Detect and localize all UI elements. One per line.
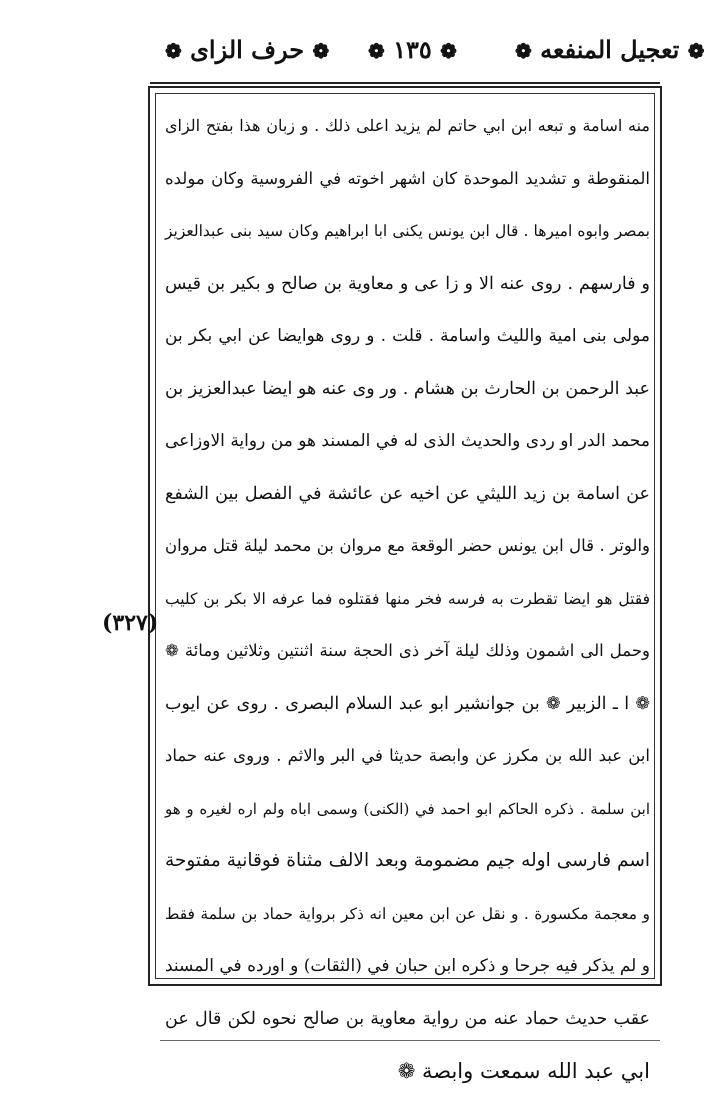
- text-line: مولى بنى امية والليث واسامة . قلت . و روى هوايضا عن ابي بكر بن: [165, 326, 650, 346]
- ornament-icon: ❁: [515, 39, 532, 63]
- text-line: عقب حديث حماد عنه من رواية معاوية بن صالح نحوه لكن قال عن: [165, 1008, 650, 1029]
- text-line: ❁ ا ـ الزبير ❁ بن جوانشير ابو عبد السلام البصرى . روى عن ايوب: [165, 693, 650, 714]
- text-line: اسم فارسى اوله جيم مضمومة وبعد الالف مثناة فوقانية مفتوحة: [165, 850, 650, 871]
- page-number: [368, 36, 457, 65]
- text-line: و فارسهم . روى عنه الا و زا عى و معاوية بن صالح و بكير بن قيس: [165, 273, 650, 294]
- text-line: ابي عبد الله سمعت وابصة ❁: [397, 1059, 650, 1083]
- section-title-text: حرف الزاى: [190, 35, 305, 64]
- bottom-rule: [160, 1040, 660, 1041]
- text-line: و لم يذكر فيه جرحا و ذكره ابن حبان في (الثقات) و اورده في المسند: [165, 956, 650, 976]
- entry-number: (٣٢٧): [102, 610, 159, 636]
- header-rule: [150, 82, 660, 84]
- ornament-icon: ❁: [312, 39, 330, 63]
- page-number-text: ١٣٥: [393, 35, 432, 64]
- text-line: عبد الرحمن بن الحارث بن هشام . ور وى عنه هو ايضا عبدالعزيز بن: [165, 378, 650, 399]
- ornament-icon: ❁: [440, 39, 457, 63]
- ornament-icon: ❁: [165, 39, 182, 63]
- text-line: ابن سلمة . ذكره الحاكم ابو احمد في (الكنى) وسمى اباه ولم اره لغيره و هو: [165, 799, 650, 818]
- text-line: عن اسامة بن زيد الليثي عن اخيه عن عائشة في الفصل بين الشفع: [165, 483, 650, 504]
- book-title-text: تعجيل المنفعه: [540, 35, 680, 64]
- body-text: [165, 100, 650, 1098]
- text-line: ابن عبد الله بن مكرز عن وابصة حديثا في البر والاثم . وروى عنه حماد: [165, 746, 650, 765]
- text-line: و معجمة مكسورة . و نقل عن ابن معين انه ذكر برواية حماد بن سلمة فقط: [165, 904, 650, 923]
- text-line: منه اسامة و تبعه ابن ابي حاتم لم يزيد اعلى ذلك . و زبان هذا بفتح الزاى: [165, 116, 650, 135]
- book-title: [515, 36, 704, 65]
- ornament-icon: ❁: [687, 39, 704, 63]
- text-line: وحمل الى اشمون وذلك ليلة آخر ذى الحجة سنة اثنتين وثلاثين ومائة ❁: [165, 641, 650, 660]
- text-line: محمد الدر او ردى والحديث الذى له في المسند هو من رواية الاوزاعى: [165, 431, 650, 451]
- ornament-icon: ❁: [368, 39, 385, 63]
- text-line: والوتر . قال ابن يونس حضر الوقعة مع مروان بن محمد ليلة قتل مروان: [165, 536, 650, 555]
- text-line: بمصر وابوه اميرها . قال ابن يونس يكنى ابا ابراهيم وكان سيد بنى عبدالعزيز: [165, 222, 650, 240]
- section-title: [165, 36, 329, 65]
- text-line: المنقوطة و تشديد الموحدة كان اشهر اخوته في الفروسية وكان مولده: [165, 168, 650, 188]
- text-line: فقتل هو ايضا تقطرت به فرسه فخر منها فقتلوه فما عرفه الا بكر بن كليب: [165, 589, 650, 608]
